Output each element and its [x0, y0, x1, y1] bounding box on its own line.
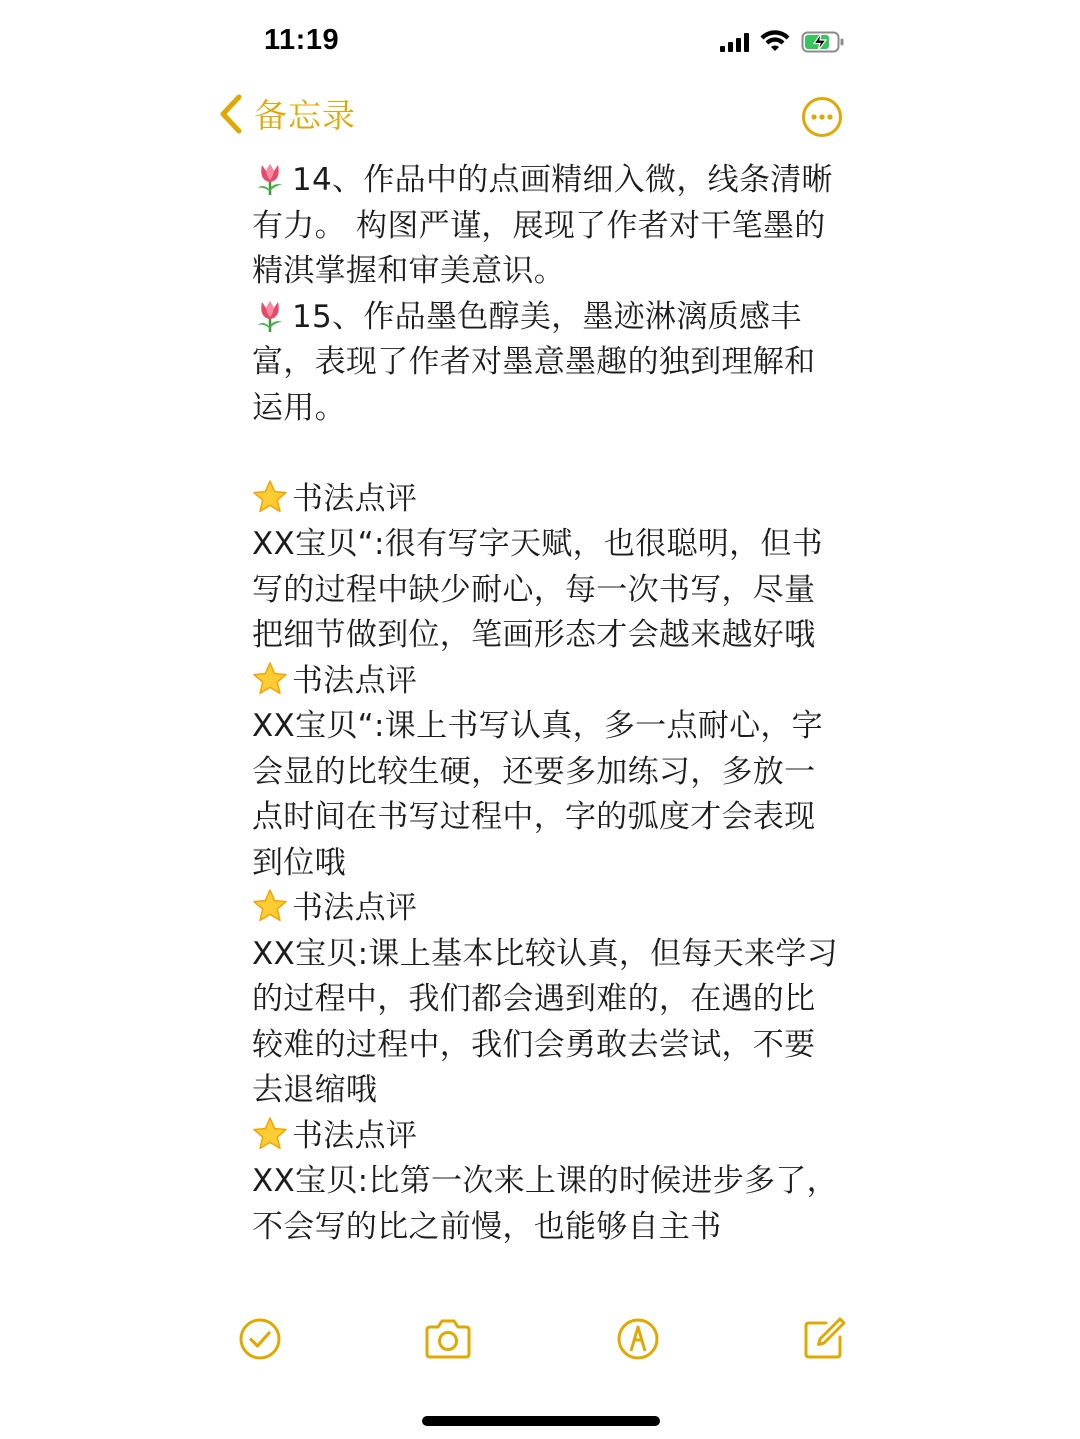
markup-icon[interactable] — [614, 1315, 662, 1363]
wifi-icon — [759, 30, 791, 54]
paragraph-text: 15、作品墨色醇美，墨迹淋漓质感丰富，表现了作者对墨意墨趣的独到理解和运用。 — [252, 298, 816, 426]
checklist-icon[interactable] — [236, 1315, 284, 1363]
more-options-button[interactable] — [801, 96, 843, 138]
back-label: 备忘录 — [254, 96, 356, 135]
section-heading — [252, 886, 842, 932]
tulip-icon — [252, 297, 288, 333]
note-paragraph — [252, 1159, 842, 1250]
section-heading — [252, 1114, 842, 1160]
home-indicator[interactable] — [422, 1416, 660, 1426]
note-paragraph — [252, 158, 842, 295]
section-heading — [252, 477, 842, 523]
note-paragraph — [252, 295, 842, 432]
bottom-toolbar — [0, 1315, 1080, 1375]
status-time: 11:19 — [264, 24, 340, 56]
star-icon — [252, 1116, 288, 1152]
heading-text: 书法点评 — [292, 890, 418, 926]
status-bar — [0, 0, 1080, 84]
navigation-bar — [0, 88, 1080, 148]
paragraph-text: XX宝贝:比第一次来上课的时候进步多了，不会写的比之前慢，也能够自主书 — [252, 1163, 838, 1245]
note-paragraph — [252, 932, 842, 1114]
heading-text: 书法点评 — [292, 662, 418, 699]
paragraph-text: 14、作品中的点画精细入微，线条清晰有力。 构图严谨，展现了作者对干笔墨的精淇掌握和审美意识。 — [252, 162, 833, 289]
heading-text: 书法点评 — [292, 1117, 418, 1154]
tulip-icon — [252, 160, 288, 196]
status-icons — [720, 28, 845, 56]
blank-line — [252, 431, 842, 477]
star-icon — [252, 888, 288, 924]
paragraph-text: XX宝贝:课上基本比较认真，但每天来学习的过程中，我们都会遇到难的，在遇的比较难的过程中，我们会勇敢去尝试，不要去退缩哦 — [252, 935, 838, 1108]
paragraph-text: XX宝贝“:很有写字天赋，也很聪明，但书写的过程中缺少耐心，每一次书写，尽量把细节做到位，笔画形态才会越来越好哦 — [252, 526, 823, 653]
star-icon — [252, 661, 288, 697]
heading-text: 书法点评 — [292, 480, 418, 517]
cellular-signal-icon — [720, 32, 749, 52]
note-content[interactable] — [252, 158, 842, 1250]
camera-icon[interactable] — [422, 1315, 474, 1363]
star-icon — [252, 479, 288, 515]
compose-icon[interactable] — [800, 1315, 848, 1363]
chevron-left-icon — [218, 94, 244, 134]
section-heading — [252, 659, 842, 705]
note-paragraph — [252, 522, 842, 659]
back-button[interactable] — [218, 90, 356, 137]
note-paragraph — [252, 704, 842, 886]
battery-charging-icon — [801, 30, 845, 54]
paragraph-text: XX宝贝“:课上书写认真，多一点耐心，字会显的比较生硬，还要多加练习，多放一点时间在书写过程中，字的弧度才会表现到位哦 — [252, 708, 823, 881]
